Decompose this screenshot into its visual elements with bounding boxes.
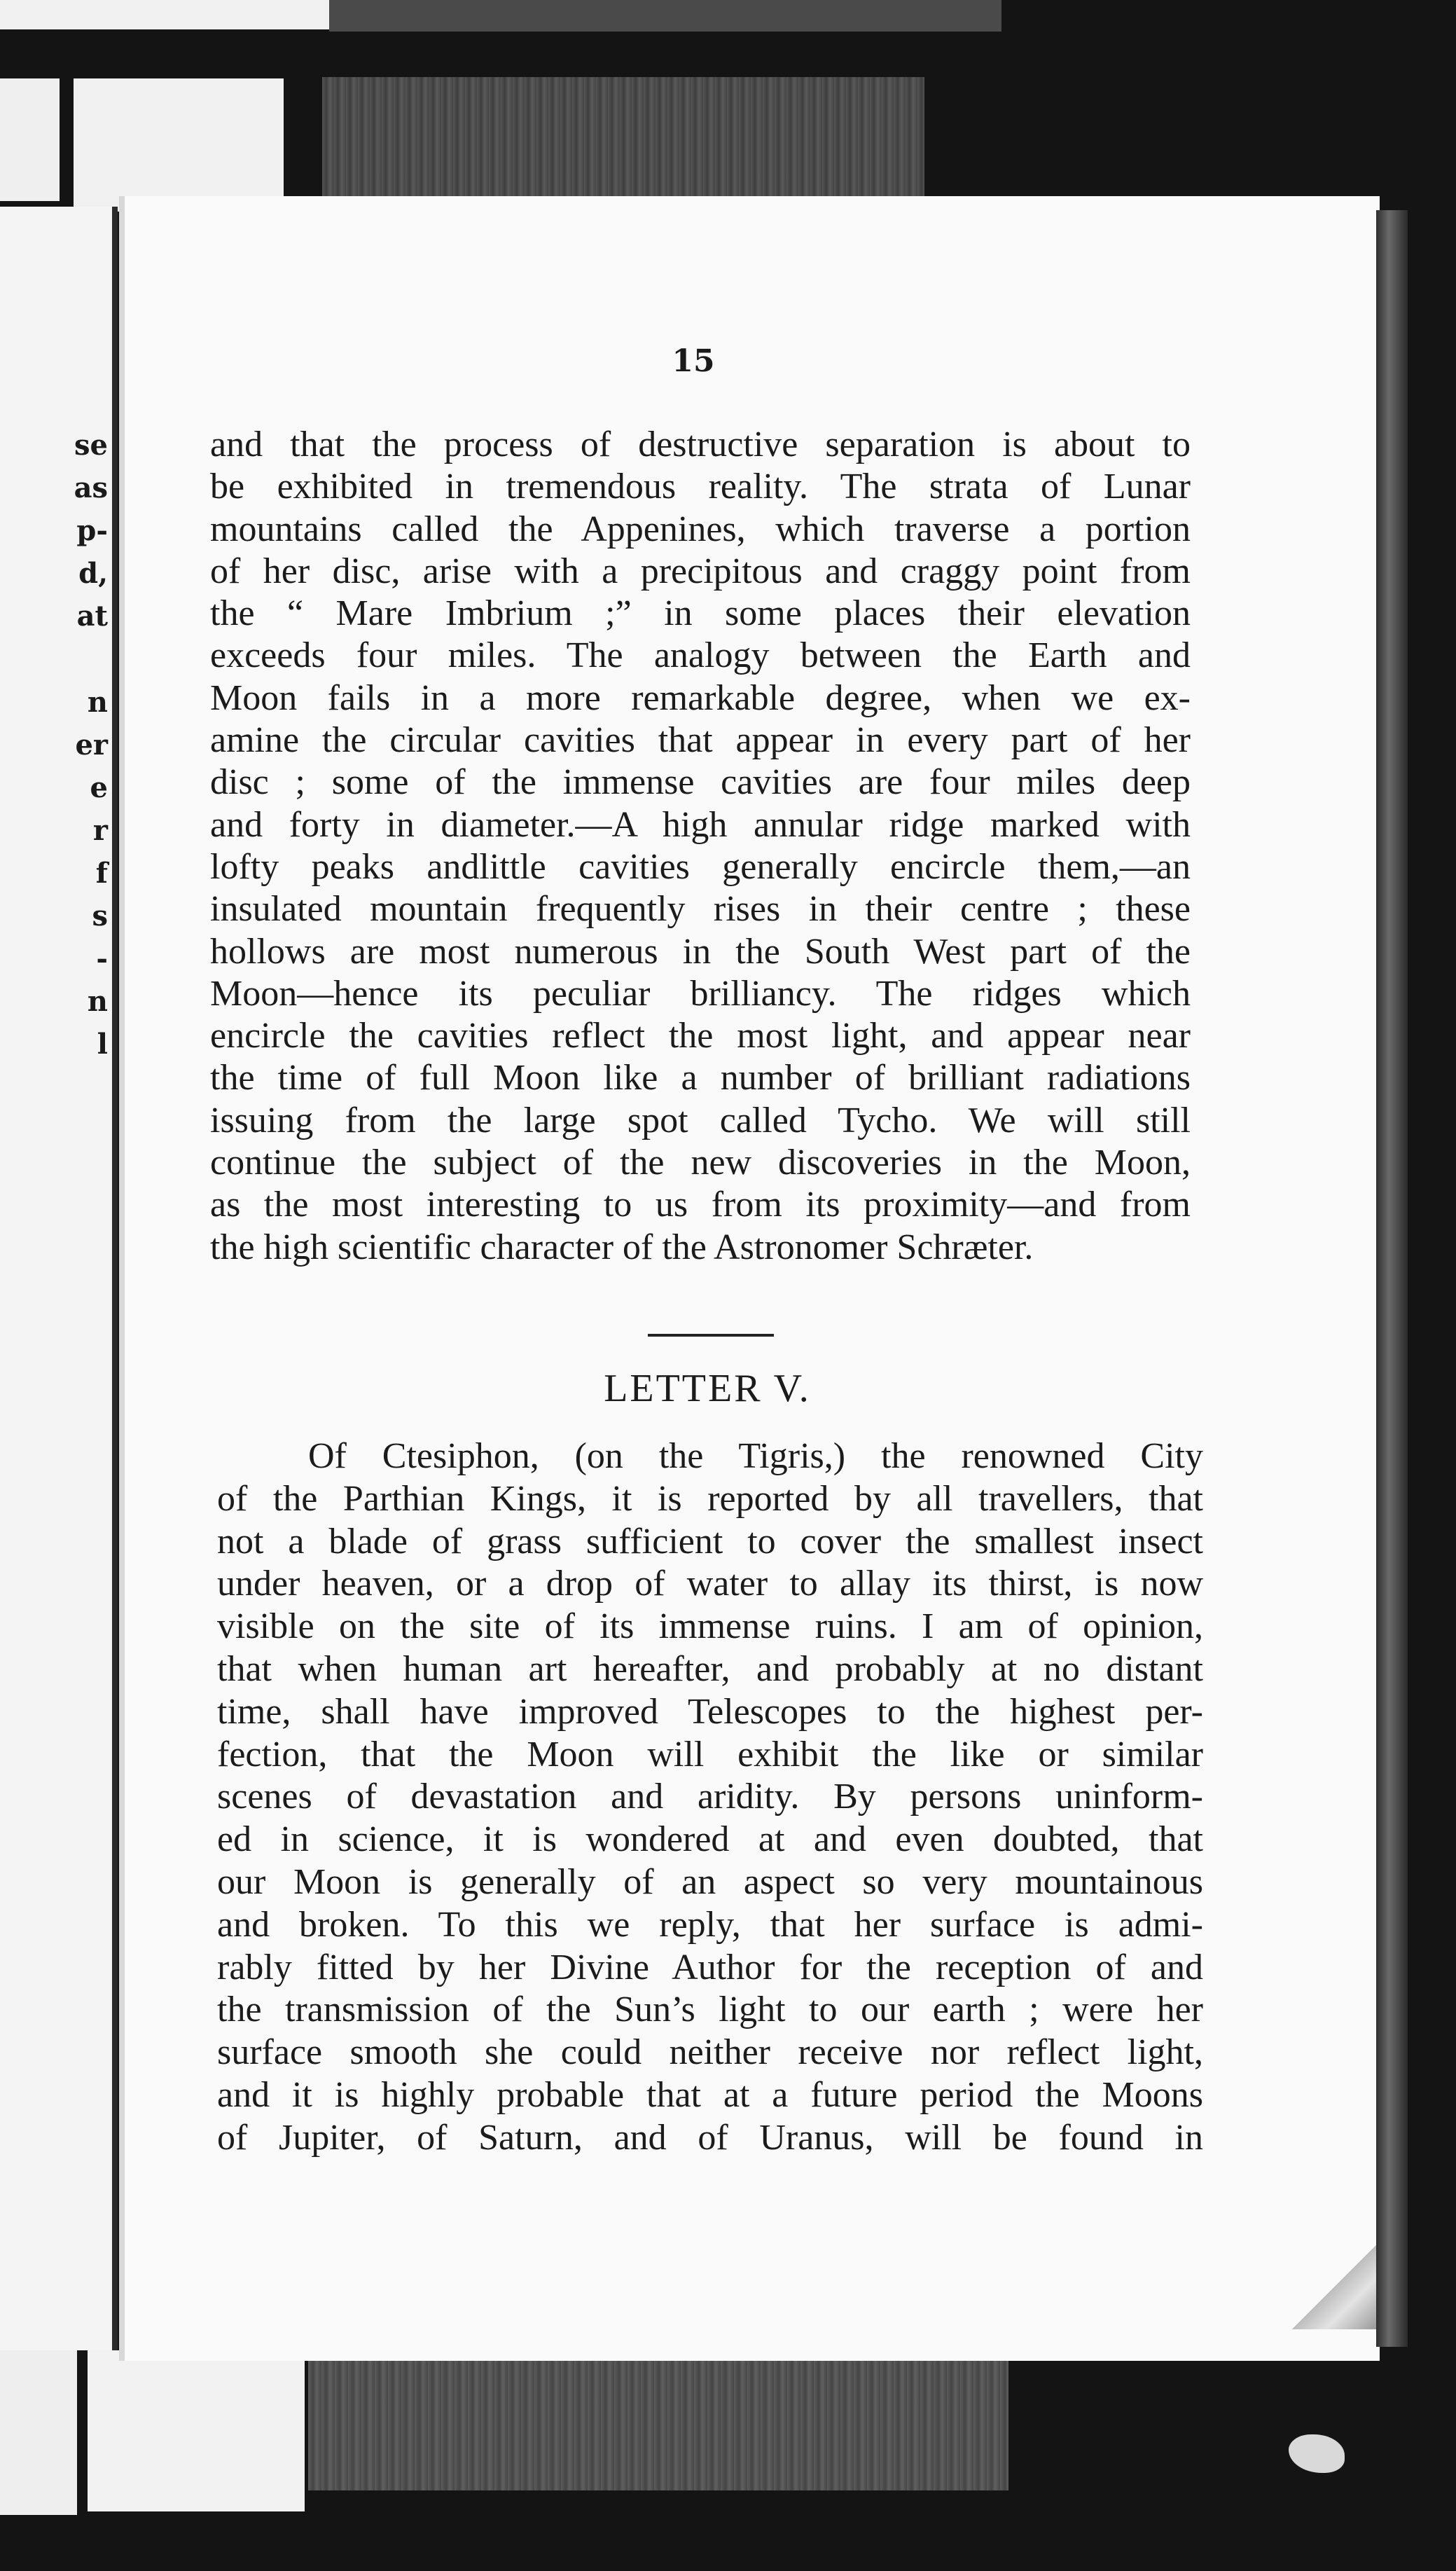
text-fragment: e	[90, 771, 108, 804]
text-line: time, shall have improved Telescopes to the highest per-	[217, 1691, 1203, 1732]
text-fragment: f	[95, 857, 108, 890]
text-line: under heaven, or a drop of water to allay its thirst, is now	[217, 1564, 1203, 1604]
text-fragment: n	[87, 985, 108, 1018]
paper-scrap	[0, 78, 60, 201]
text-line: the high scientific character of the Astronomer Schræter.	[210, 1227, 1034, 1267]
text-line: the transmission of the Sun’s light to our earth ; were her	[217, 1990, 1203, 2030]
page-number: 15	[672, 343, 715, 379]
text-line: mountains called the Appenines, which traverse a portion	[210, 509, 1191, 549]
text-line: ed in science, it is wondered at and even doubted, that	[217, 1819, 1203, 1860]
paper-scrap	[0, 2350, 77, 2515]
text-line: disc ; some of the immense cavities are four miles deep	[210, 762, 1191, 803]
paper-scrap	[74, 78, 284, 212]
page-edge	[1376, 210, 1408, 2347]
text-fragment: se	[74, 429, 108, 462]
text-line: and that the process of destructive separation is about to	[210, 425, 1191, 464]
text-line: Moon—hence its peculiar brilliancy. The ridges which	[210, 973, 1191, 1014]
text-fragment	[74, 637, 108, 681]
text-fragment: p-	[76, 514, 108, 547]
scanner-background	[329, 0, 1001, 32]
text-line: rably fitted by her Divine Author for the reception of and	[217, 1947, 1203, 1987]
folded-corner	[1292, 2245, 1376, 2329]
scanner-background	[308, 2357, 1008, 2490]
letter-heading: LETTER V.	[604, 1367, 811, 1410]
text-line: of her disc, arise with a precipitous and craggy point from	[210, 551, 1191, 591]
text-line: and it is highly probable that at a future period the Moons	[217, 2074, 1203, 2115]
paragraph	[217, 1435, 1203, 2160]
text-line: visible on the site of its immense ruins. I am of opinion,	[217, 1606, 1203, 1647]
text-line: our Moon is generally of an aspect so very mountainous	[217, 1861, 1203, 1902]
text-fragment: s	[92, 899, 108, 932]
scanner-background	[322, 77, 924, 196]
text-fragment: d,	[78, 557, 108, 590]
text-line: of Jupiter, of Saturn, and of Uranus, will be found in	[217, 2117, 1203, 2158]
text-line: of the Parthian Kings, it is reported by all travellers, that	[217, 1478, 1203, 1519]
paragraph-continued	[210, 424, 1191, 1269]
facing-page	[0, 207, 118, 2350]
text-line: encircle the cavities reflect the most light, and appear near	[210, 1016, 1191, 1056]
section-divider	[648, 1334, 774, 1337]
text-line: and broken. To this we reply, that her surface is admi-	[217, 1904, 1203, 1945]
text-line: the “ Mare Imbrium ;” in some places their elevation	[210, 593, 1191, 634]
text-line: exceeds four miles. The analogy between the Earth and	[210, 635, 1191, 676]
text-fragment: l	[97, 1028, 108, 1061]
text-fragment: n	[87, 686, 108, 719]
facing-page-text	[74, 424, 108, 1066]
text-fragment: -	[96, 942, 108, 975]
text-line: Of Ctesiphon, (on the Tigris,) the renowned City	[308, 1436, 1203, 1476]
text-line: hollows are most numerous in the South West part of the	[210, 931, 1191, 972]
text-fragment: er	[75, 729, 108, 761]
text-line: scenes of devastation and aridity. By persons uninform-	[217, 1777, 1203, 1817]
text-line: amine the circular cavities that appear in every part of her	[210, 720, 1191, 761]
text-line: continue the subject of the new discoveries in the Moon,	[210, 1143, 1191, 1183]
text-line: and forty in diameter.—A high annular ridge marked with	[210, 804, 1191, 845]
text-line: surface smooth she could neither receive nor reflect light,	[217, 2032, 1203, 2073]
text-line: the time of full Moon like a number of brilliant radiations	[210, 1058, 1191, 1098]
text-line: as the most interesting to us from its proximity—and from	[210, 1185, 1191, 1225]
paper-scrap	[88, 2350, 305, 2511]
text-fragment: r	[92, 814, 108, 847]
text-line: lofty peaks andlittle cavities generally encircle them,—an	[210, 846, 1191, 887]
text-line: fection, that the Moon will exhibit the like or similar	[217, 1734, 1203, 1774]
text-line: not a blade of grass sufficient to cover the smallest insect	[217, 1521, 1203, 1562]
text-line: insulated mountain frequently rises in their centre ; these	[210, 889, 1191, 930]
paper-fleck	[1289, 2434, 1345, 2473]
text-line: issuing from the large spot called Tycho. We will still	[210, 1100, 1191, 1140]
text-line: that when human art hereafter, and probably at no distant	[217, 1648, 1203, 1689]
text-fragment: at	[76, 600, 108, 633]
paper-scrap	[0, 0, 329, 29]
text-line: be exhibited in tremendous reality. The strata of Lunar	[210, 467, 1191, 507]
text-fragment: as	[74, 471, 108, 504]
text-line: Moon fails in a more remarkable degree, when we ex-	[210, 677, 1191, 718]
